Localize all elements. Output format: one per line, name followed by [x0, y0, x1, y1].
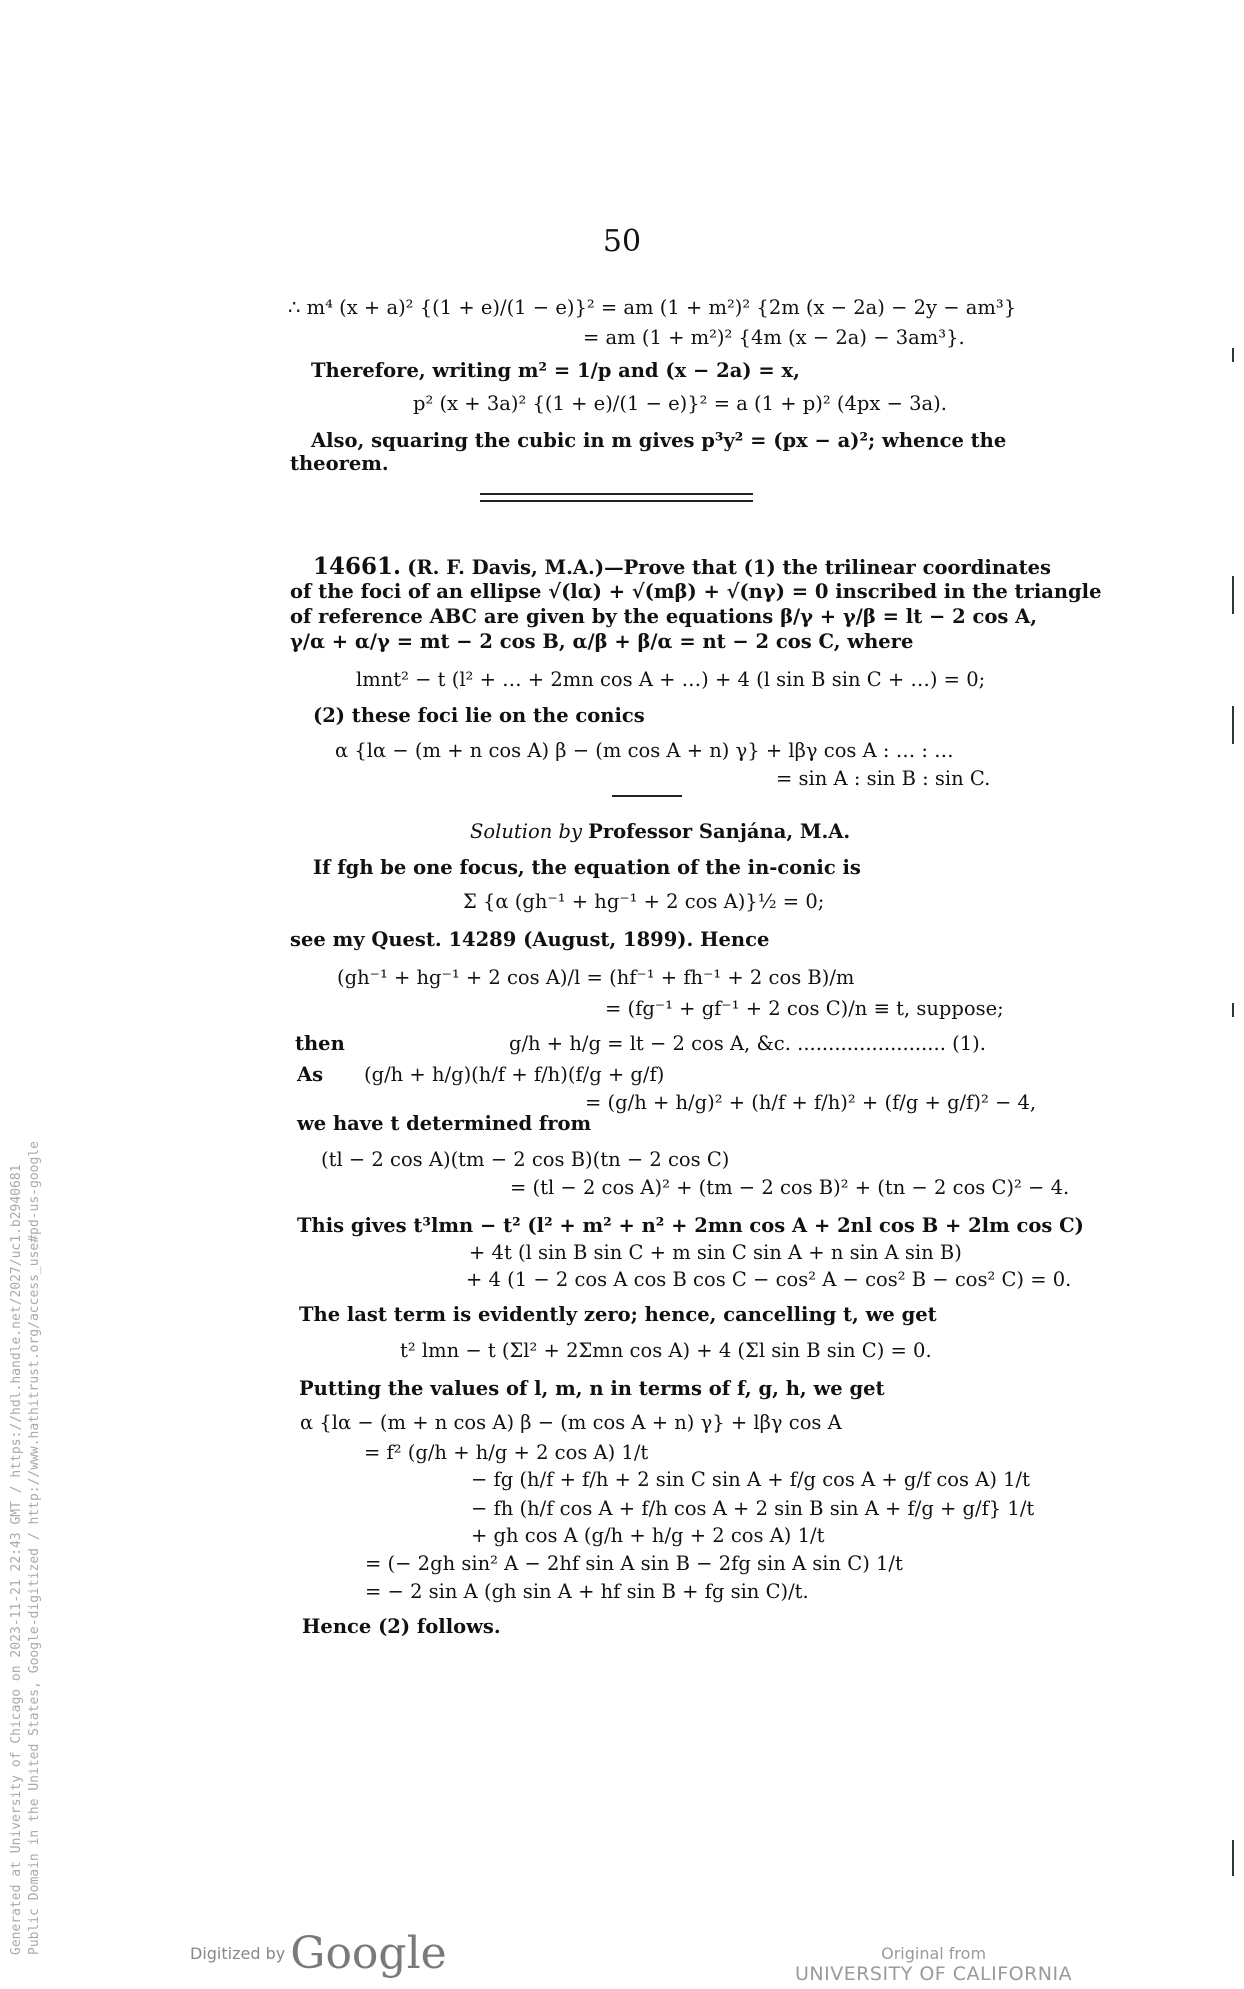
access-watermark	[8, 1141, 44, 1955]
scan-mark	[1232, 706, 1234, 744]
solution-line-7: (g/h + h/g)(h/f + f/h)(f/g + g/f)	[364, 1063, 665, 1086]
double-rule-bottom	[480, 500, 753, 502]
institution-name: UNIVERSITY OF CALIFORNIA	[795, 1963, 1073, 1985]
solution-line-4: (gh⁻¹ + hg⁻¹ + 2 cos A)/l = (hf⁻¹ + fh⁻¹ + 2 cos B)/m	[337, 966, 855, 989]
page-number: 50	[602, 224, 642, 259]
solution-line-22: + gh cos A (g/h + h/g + 2 cos A) 1/t	[471, 1524, 825, 1547]
scan-mark	[1232, 576, 1234, 614]
solution-line-7-label: As	[297, 1063, 324, 1086]
digitized-by-google	[190, 1928, 447, 1979]
solution-line-6: g/h + h/g = lt − 2 cos A, &c. ........................ (1).	[509, 1032, 986, 1055]
top-text-1: Therefore, writing m² = 1/p and (x − 2a) = x,	[311, 359, 800, 382]
solution-line-1: If fgh be one focus, the equation of the in-conic is	[313, 856, 861, 879]
solution-line-13: + 4t (l sin B sin C + m sin C sin A + n sin A sin B)	[469, 1241, 962, 1264]
solution-line-21: − fh (h/f cos A + f/h cos A + 2 sin B sin A + f/g + g/f} 1/t	[471, 1497, 1035, 1520]
question-line-4: γ/α + α/γ = mt − 2 cos B, α/β + β/α = nt − 2 cos C, where	[290, 630, 914, 653]
top-equation-1: ∴ m⁴ (x + a)² {(1 + e)/(1 − e)}² = am (1 + m²)² {2m (x − 2a) − 2y − am³}	[288, 296, 1017, 319]
solution-line-25: Hence (2) follows.	[302, 1615, 501, 1638]
solution-heading	[470, 820, 850, 844]
double-rule-top	[480, 493, 753, 495]
solution-heading-pre: Solution by	[470, 820, 582, 843]
solution-line-14: + 4 (1 − 2 cos A cos B cos C − cos² A − cos² B − cos² C) = 0.	[466, 1268, 1072, 1291]
scan-mark	[1232, 348, 1234, 362]
question-text-1: (R. F. Davis, M.A.)—Prove that (1) the trilinear coordinates	[407, 556, 1052, 579]
top-text-2: Also, squaring the cubic in m gives p³y² = (px − a)²; whence the	[311, 429, 1007, 452]
access-watermark-line-2: Public Domain in the United States, Google-digitized / http://www.hathitrust.org/access_use#pd-us-google	[27, 1141, 42, 1955]
question-equation-2: α {lα − (m + n cos A) β − (m cos A + n) γ} + lβγ cos A : … : …	[335, 739, 954, 762]
solution-line-15: The last term is evidently zero; hence, cancelling t, we get	[299, 1303, 937, 1326]
solution-line-24: = − 2 sin A (gh sin A + hf sin B + fg sin C)/t.	[365, 1580, 809, 1603]
digitized-by-label: Digitized by	[190, 1944, 286, 1963]
solution-line-6-label: then	[295, 1032, 345, 1055]
solution-line-20: − fg (h/f + f/h + 2 sin C sin A + f/g cos A + g/f cos A) 1/t	[471, 1468, 1030, 1491]
scan-mark	[1232, 1840, 1234, 1876]
google-logo: Google	[290, 1928, 447, 1979]
question-equation-1: lmnt² − t (l² + … + 2mn cos A + …) + 4 (l sin B sin C + …) = 0;	[356, 668, 986, 691]
original-from	[795, 1944, 1072, 1985]
solution-line-11: = (tl − 2 cos A)² + (tm − 2 cos B)² + (tn − 2 cos C)² − 4.	[510, 1176, 1070, 1199]
short-rule	[612, 795, 682, 797]
scan-mark	[1232, 1003, 1234, 1017]
question-line-5: (2) these foci lie on the conics	[313, 704, 645, 727]
solution-line-12: This gives t³lmn − t² (l² + m² + n² + 2mn cos A + 2nl cos B + 2lm cos C)	[297, 1214, 1084, 1237]
solution-line-16: t² lmn − t (Σl² + 2Σmn cos A) + 4 (Σl sin B sin C) = 0.	[400, 1339, 932, 1362]
solution-line-5: = (fg⁻¹ + gf⁻¹ + 2 cos C)/n ≡ t, suppose;	[605, 997, 1004, 1020]
question-line-2: of the foci of an ellipse √(lα) + √(mβ) + √(nγ) = 0 inscribed in the triangle	[290, 580, 1102, 603]
question-line-3: of reference ABC are given by the equations β/γ + γ/β = lt − 2 cos A,	[290, 605, 1038, 628]
question-line-1	[313, 555, 1051, 580]
solution-line-23: = (− 2gh sin² A − 2hf sin A sin B − 2fg sin A sin C) 1/t	[365, 1552, 903, 1575]
question-number: 14661.	[313, 553, 402, 580]
solution-heading-name: Professor Sanjána, M.A.	[588, 820, 851, 843]
solution-line-10: (tl − 2 cos A)(tm − 2 cos B)(tn − 2 cos C)	[321, 1148, 730, 1171]
top-text-3: theorem.	[290, 452, 389, 475]
solution-line-2: Σ {α (gh⁻¹ + hg⁻¹ + 2 cos A)}½ = 0;	[463, 890, 825, 913]
original-from-label: Original from	[881, 1944, 987, 1963]
question-equation-3: = sin A : sin B : sin C.	[776, 767, 991, 790]
solution-line-18: α {lα − (m + n cos A) β − (m cos A + n) γ} + lβγ cos A	[300, 1411, 842, 1434]
solution-line-17: Putting the values of l, m, n in terms of f, g, h, we get	[299, 1377, 885, 1400]
solution-line-3: see my Quest. 14289 (August, 1899). Hence	[290, 928, 770, 951]
top-equation-2: = am (1 + m²)² {4m (x − 2a) − 3am³}.	[583, 326, 965, 349]
top-equation-3: p² (x + 3a)² {(1 + e)/(1 − e)}² = a (1 + p)² (4px − 3a).	[413, 392, 947, 415]
solution-line-8: = (g/h + h/g)² + (h/f + f/h)² + (f/g + g/f)² − 4,	[585, 1091, 1037, 1114]
access-watermark-line-1: Generated at University of Chicago on 2023-11-21 22:43 GMT / https://hdl.handle.net/2027/uc1.b2940681	[9, 1164, 24, 1955]
solution-line-9: we have t determined from	[297, 1112, 592, 1135]
solution-line-19: = f² (g/h + h/g + 2 cos A) 1/t	[364, 1441, 649, 1464]
